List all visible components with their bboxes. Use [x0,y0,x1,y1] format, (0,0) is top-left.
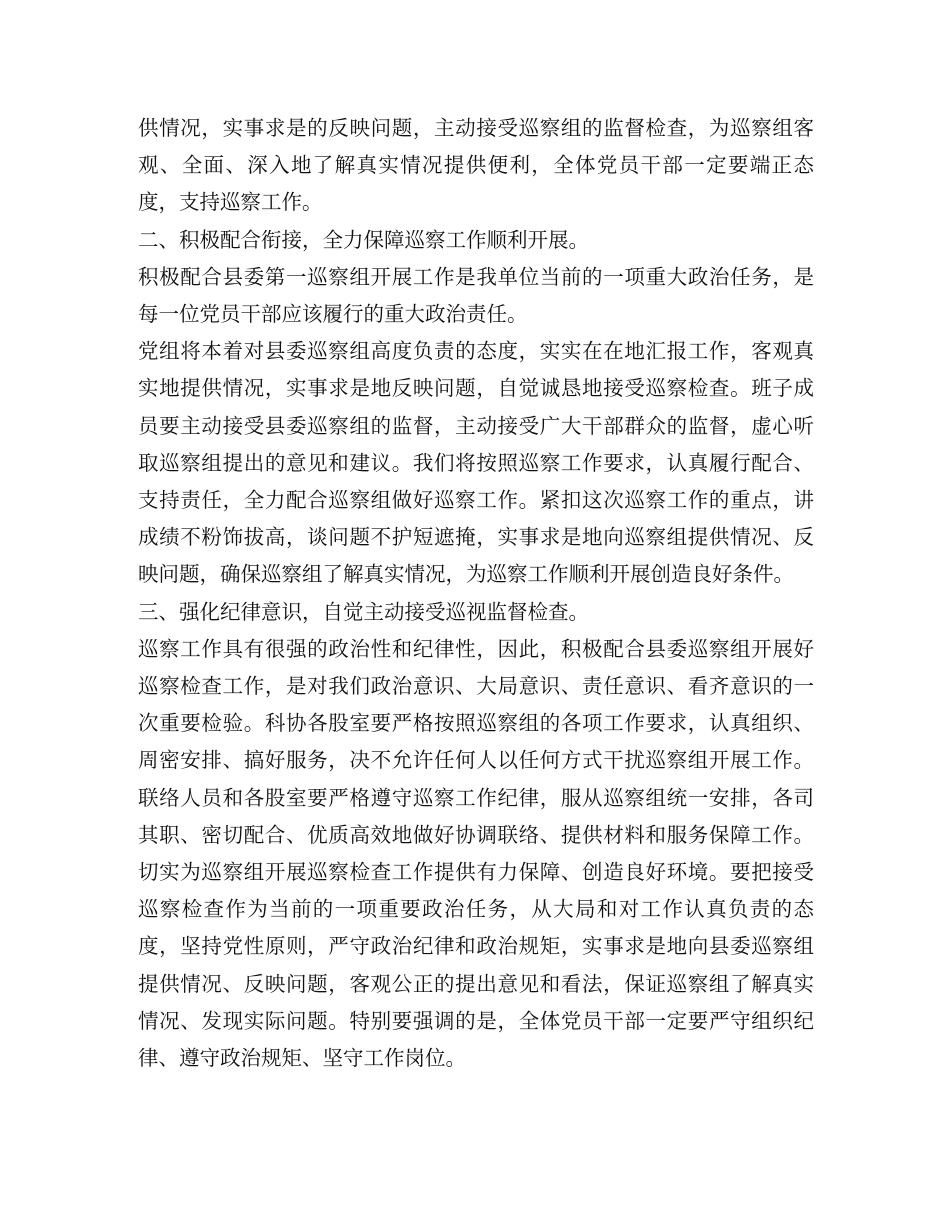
document-body [138,110,814,1077]
section-heading-3: 三、强化纪律意识，自觉主动接受巡视监督检查。 [138,599,589,624]
paragraph-section-2-body: 党组将本着对县委巡察组高度负责的态度，实实在在地汇报工作，客观真实地提供情况，实事求是地反映问题，自觉诚恳地接受巡察检查。班子成员要主动接受县委巡察组的监督，主动接受广大干部群众的监督，虚心听取巡察组提出的意见和建议。我们将按照巡察工作要求，认真履行配合、支持责任，全力配合巡察组做好巡察工作。紧扣这次巡察工作的重点，讲成绩不粉饰拔高，谈问题不护短遮掩，实事求是地向巡察组提供情况、反映问题，确保巡察组了解真实情况，为巡察工作顺利开展创造良好条件。 [138,339,814,587]
section-heading-2: 二、积极配合衔接，全力保障巡察工作顺利开展。 [138,227,589,252]
paragraph-section-2-intro: 积极配合县委第一巡察组开展工作是我单位当前的一项重大政治任务，是每一位党员干部应该履行的重大政治责任。 [138,264,814,327]
paragraph-continuation: 供情况，实事求是的反映问题，主动接受巡察组的监督检查，为巡察组客观、全面、深入地了解真实情况提供便利，全体党员干部一定要端正态度，支持巡察工作。 [138,116,814,215]
paragraph-section-3-body: 巡察工作具有很强的政治性和纪律性，因此，积极配合县委巡察组开展好巡察检查工作，是对我们政治意识、大局意识、责任意识、看齐意识的一次重要检验。科协各股室要严格按照巡察组的各项工作要求，认真组织、周密安排、搞好服务，决不允许任何人以任何方式干扰巡察组开展工作。联络人员和各股室要严格遵守巡察工作纪律，服从巡察组统一安排，各司其职、密切配合、优质高效地做好协调联络、提供材料和服务保障工作。切实为巡察组开展巡察检查工作提供有力保障、创造良好环境。要把接受巡察检查作为当前的一项重要政治任务，从大局和对工作认真负责的态度，坚持党性原则，严守政治纪律和政治规矩，实事求是地向县委巡察组提供情况、反映问题，客观公正的提出意见和看法，保证巡察组了解真实情况、发现实际问题。特别要强调的是，全体党员干部一定要严守组织纪律、遵守政治规矩、坚守工作岗位。 [138,636,814,1071]
